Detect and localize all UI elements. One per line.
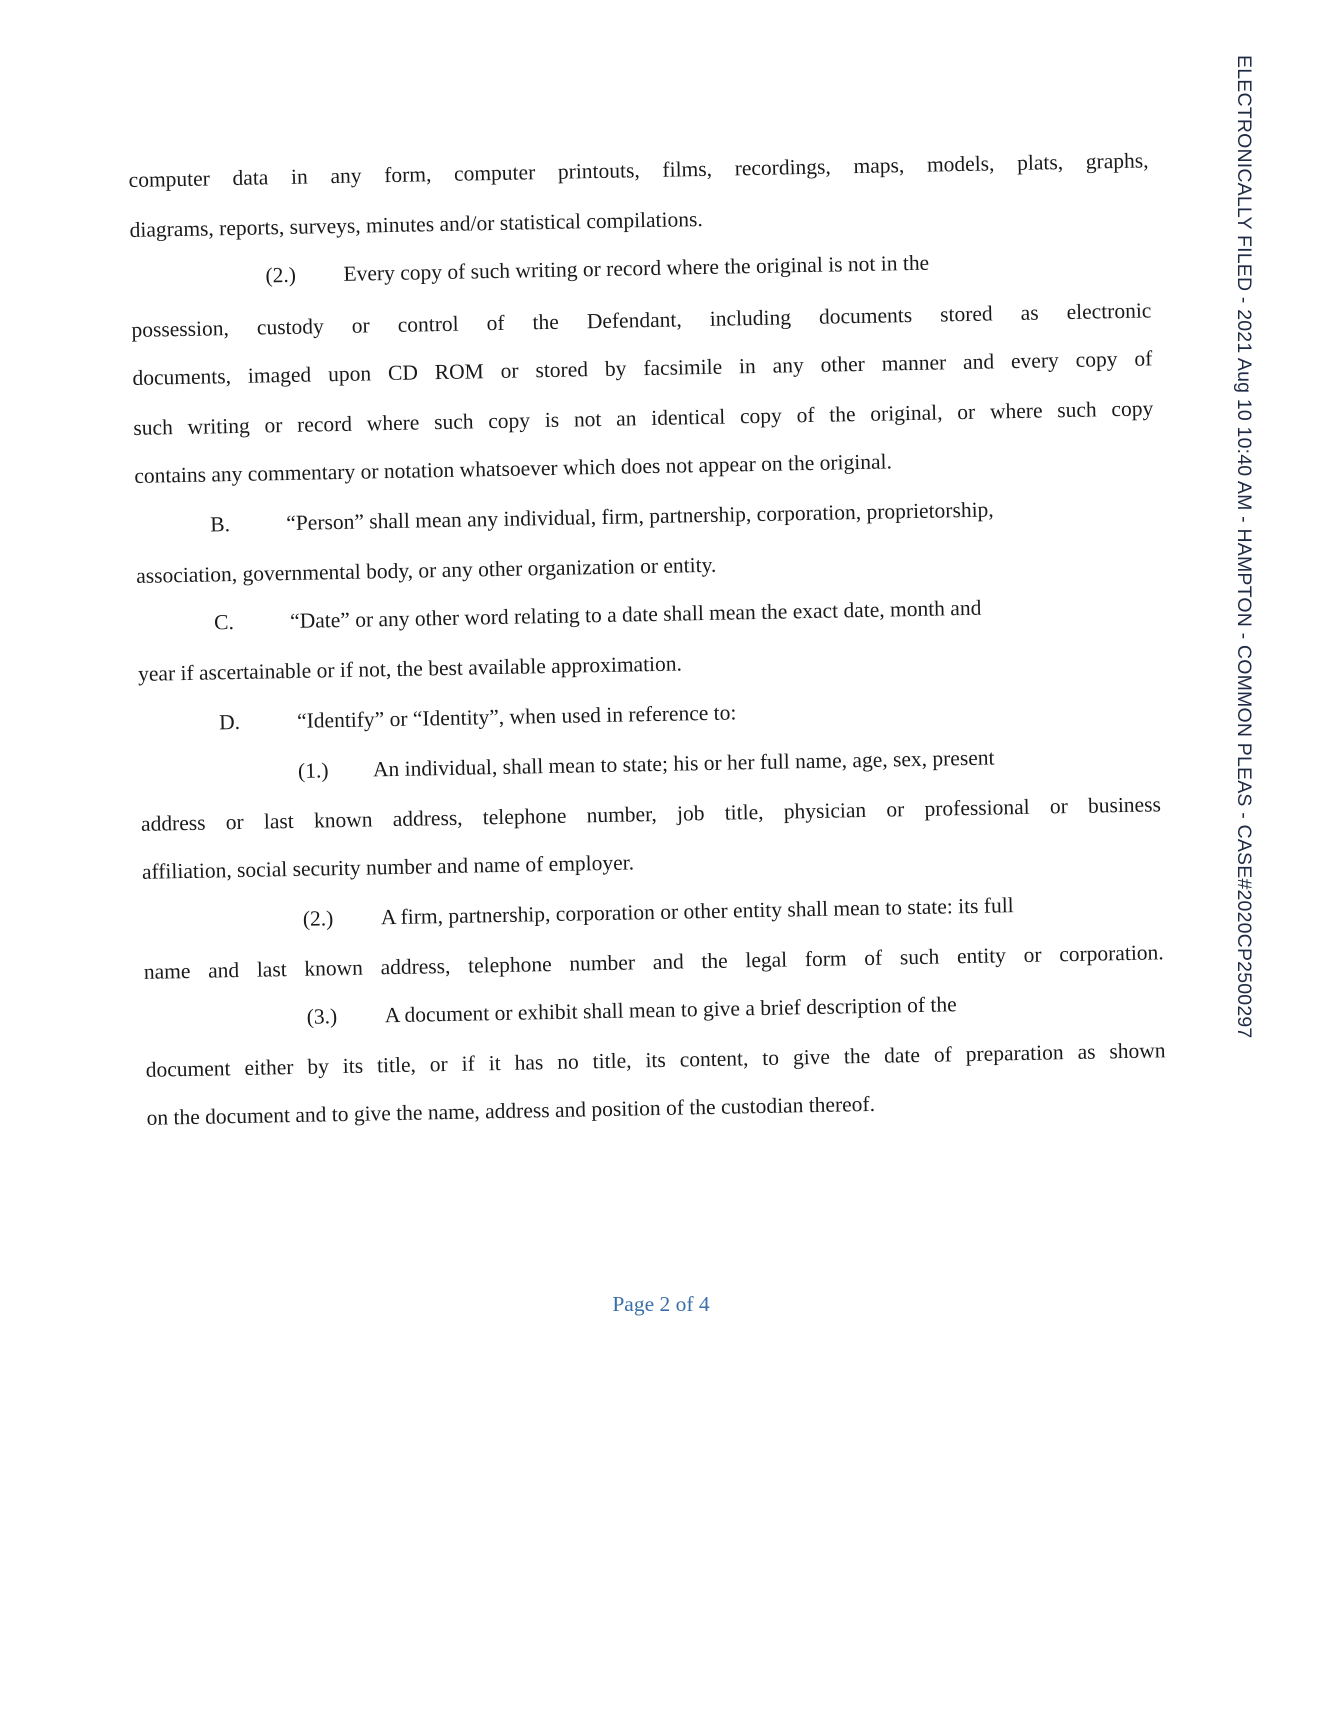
paragraph-text: A firm, partnership, corporation or other entity shall mean to state: its full [380,893,1014,930]
page-number: Page 2 of 4 [612,1292,710,1316]
paragraph-line: name and last known address, telephone number and the legal form of such entity or corporation. [143,940,1164,984]
paragraph-line: such writing or record where such copy is not an identical copy of the original, or where such copy [133,396,1154,440]
paragraph-line: on the document and to give the name, address and position of the custodian thereof. [146,1091,876,1130]
list-marker: (2.) [265,262,297,288]
section-marker: D. [218,709,241,735]
paragraph-line: affiliation, social security number and name of employer. [141,850,635,884]
section-marker: C. [213,610,235,635]
paragraph-line: year if ascertainable or if not, the best available approximation. [137,651,683,686]
paragraph-line: documents, imaged upon CD ROM or stored by facsimile in any other manner and every copy of [132,346,1153,390]
paragraph-line [298,745,995,782]
paragraph-text: “Person” shall mean any individual, firm, partnership, corporation, proprietorship, [286,497,994,536]
document-body [128,126,1188,1130]
paragraph-text: Every copy of such writing or record where the original is not in the [343,250,930,286]
paragraph-line: association, governmental body, or any other organization or entity. [136,552,717,588]
electronic-filing-stamp: ELECTRONICALLY FILED - 2021 Aug 10 10:40 AM - HAMPTON - COMMON PLEAS - CASE#2020CP2500297 [1233,55,1255,1039]
paragraph-text: “Identify” or “Identity”, when used in reference to: [296,700,737,733]
paragraph-text: An individual, shall mean to state; his or her full name, age, sex, present [372,745,995,782]
paragraph-line [265,251,929,288]
paragraph-line [210,497,994,536]
list-marker: (2.) [302,906,334,931]
paragraph-line: contains any commentary or notation whatsoever which does not appear on the original. [134,449,893,488]
list-marker: (3.) [306,1004,338,1029]
paragraph-line [303,893,1014,931]
paragraph-text: A document or exhibit shall mean to give a brief description of the [384,992,957,1028]
paragraph-line: address or last known address, telephone number, job title, physician or professional or business [140,792,1162,836]
paragraph-line: diagrams, reports, surveys, minutes and/or statistical compilations. [129,206,703,242]
section-marker: B. [210,512,231,537]
paragraph-line: possession, custody or control of the Defendant, including documents stored as electronic [131,298,1152,342]
paragraph-line [219,700,737,734]
paragraph-line: document either by its title, or if it has no title, its content, to give the date of preparation as shown [145,1038,1166,1082]
list-marker: (1.) [297,758,329,783]
paragraph-line [214,596,982,635]
paragraph-line [307,992,957,1028]
paragraph-text: “Date” or any other word relating to a date shall mean the exact date, month and [289,595,982,633]
paragraph-line: computer data in any form, computer printouts, films, recordings, maps, models, plats, graphs, [128,148,1149,192]
